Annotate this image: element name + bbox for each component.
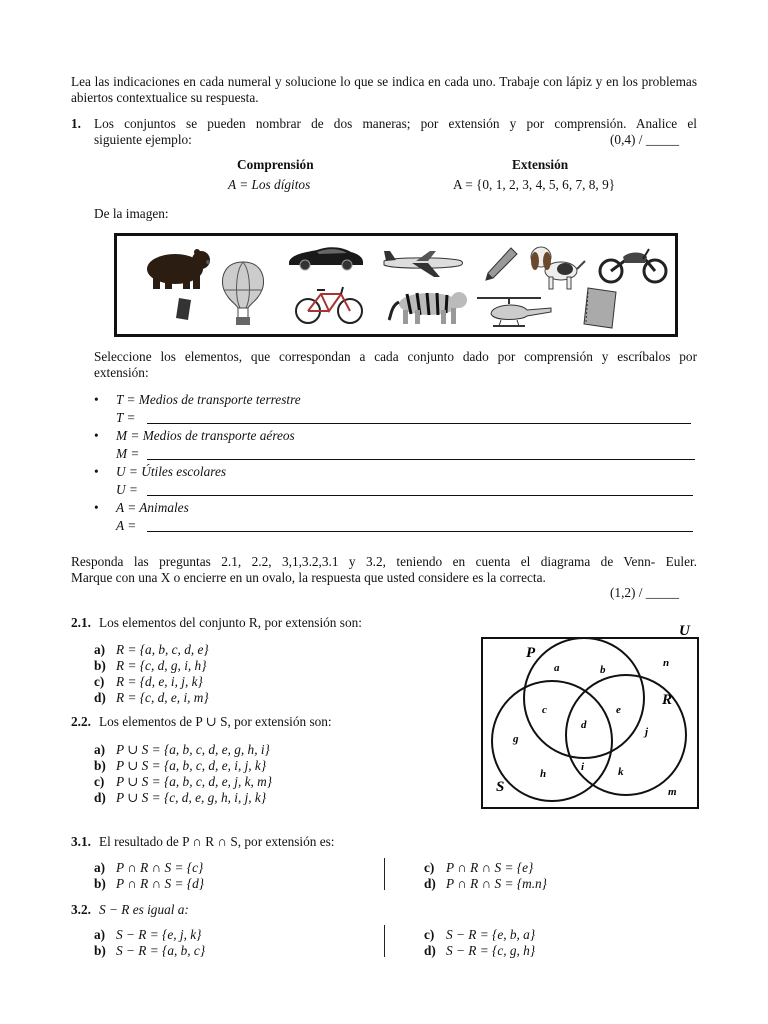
q21-option-d[interactable]: [94, 690, 209, 706]
option-letter: b): [94, 758, 106, 773]
notebook-icon: [580, 286, 620, 330]
circle-p: [524, 638, 644, 758]
q21-number: 2.1.: [71, 615, 91, 630]
option-text: R = {a, b, c, d, e}: [116, 642, 209, 657]
option-letter: a): [94, 642, 106, 657]
q21-option-b[interactable]: [94, 658, 207, 674]
option-letter: a): [94, 742, 106, 757]
q31-option-b[interactable]: [94, 876, 204, 892]
element-g: g: [513, 733, 519, 745]
set-definition-m: M = Medios de transporte aéreos: [116, 428, 295, 443]
eraser-icon: [173, 296, 195, 322]
q22-option-d[interactable]: [94, 790, 266, 806]
q31-option-c[interactable]: [424, 860, 533, 876]
q21-option-c[interactable]: [94, 674, 203, 690]
option-text: P ∩ R ∩ S = {m.n}: [446, 876, 547, 891]
bullet: •: [94, 428, 99, 443]
circle-s: [492, 681, 612, 801]
q2-score: (1,2) / _____: [610, 585, 680, 600]
option-letter: a): [94, 927, 106, 942]
q1-text-cont: siguiente ejemplo:: [94, 132, 192, 147]
q1-number: 1.: [71, 116, 81, 131]
q31-option-d[interactable]: [424, 876, 547, 892]
airplane-icon: [382, 247, 467, 279]
option-letter: d): [424, 876, 436, 891]
option-text: P ∪ S = {c, d, e, g, h, i, j, k}: [116, 790, 267, 805]
option-text: R = {d, e, i, j, k}: [116, 674, 203, 689]
extension-title: Extensión: [512, 157, 569, 172]
column-divider: [384, 858, 385, 890]
bear-icon: [141, 243, 213, 291]
answer-line-u[interactable]: [147, 495, 693, 496]
element-d: d: [581, 719, 587, 731]
option-letter: c): [94, 674, 105, 689]
option-text: P ∪ S = {a, b, c, d, e, i, j, k}: [116, 758, 267, 773]
element-b: b: [600, 664, 606, 676]
hot-air-balloon-icon: [218, 260, 268, 328]
bullet: •: [94, 464, 99, 479]
q31-text: El resultado de P ∩ R ∩ S, por extensión es:: [99, 834, 335, 849]
set-answer-label-t: T =: [116, 410, 136, 425]
element-c: c: [542, 704, 547, 716]
option-text: P ∩ R ∩ S = {d}: [116, 876, 205, 891]
element-k: k: [618, 766, 624, 778]
image-panel: [114, 233, 678, 337]
car-icon: [285, 244, 367, 272]
select-text: Seleccione los elementos, que correspondan a cada conjunto dado por comprensión y escríbalos por: [94, 349, 697, 364]
option-letter: b): [94, 876, 106, 891]
tiger-icon: [387, 286, 473, 326]
motorcycle-icon: [597, 245, 669, 285]
q31-option-a[interactable]: [94, 860, 203, 876]
column-divider: [384, 925, 385, 957]
q32-option-c[interactable]: [424, 927, 535, 943]
set-answer-label-m: M =: [116, 446, 140, 461]
comprension-expr: A = Los dígitos: [228, 177, 311, 192]
bullet: •: [94, 392, 99, 407]
venn-diagram: [476, 620, 706, 815]
q22-option-b[interactable]: [94, 758, 266, 774]
option-letter: c): [424, 927, 435, 942]
pencil-icon: [483, 246, 519, 282]
intro-text: Lea las indicaciones en cada numeral y solucione lo que se indica en cada uno. Trabaje con lápiz y en los problemas abiertos contextualice su respuesta.: [71, 74, 697, 105]
q22-number: 2.2.: [71, 714, 91, 729]
q32-option-b[interactable]: [94, 943, 205, 959]
answer-line-m[interactable]: [147, 459, 695, 460]
q1-score: (0,4) / _____: [610, 132, 680, 147]
element-n: n: [663, 657, 670, 669]
element-m: m: [668, 786, 677, 798]
option-text: S − R = {a, b, c}: [116, 943, 206, 958]
set-answer-label-u: U =: [116, 482, 138, 497]
option-letter: c): [424, 860, 435, 875]
label-s: S: [496, 779, 505, 795]
element-h: h: [540, 768, 547, 780]
set-definition-u: U = Útiles escolares: [116, 464, 227, 479]
option-text: S − R = {e, j, k}: [116, 927, 202, 942]
q32-text: S − R es igual a:: [99, 902, 189, 917]
q32-option-d[interactable]: [424, 943, 535, 959]
q21-text: Los elementos del conjunto R, por extensión son:: [99, 615, 362, 630]
option-letter: d): [94, 790, 106, 805]
q2-text-cont: Marque con una X o encierre en un ovalo, la respuesta que usted considere es la correcta.: [71, 570, 546, 585]
option-text: S − R = {c, g, h}: [446, 943, 536, 958]
option-text: R = {c, d, g, i, h}: [116, 658, 207, 673]
label-r: R: [662, 692, 673, 708]
q1-text: Los conjuntos se pueden nombrar de dos maneras; por extensión y por comprensión. Analice el: [94, 116, 697, 131]
select-text-cont: extensión:: [94, 365, 149, 380]
image-label: De la imagen:: [94, 206, 169, 221]
dog-icon: [527, 241, 587, 291]
option-text: R = {c, d, e, i, m}: [116, 690, 209, 705]
element-i: i: [581, 761, 585, 773]
q21-option-a[interactable]: [94, 642, 209, 658]
q31-number: 3.1.: [71, 834, 91, 849]
label-p: P: [526, 645, 536, 661]
label-u: U: [679, 623, 690, 639]
option-letter: d): [424, 943, 436, 958]
helicopter-icon: [471, 294, 556, 330]
q22-option-c[interactable]: [94, 774, 272, 790]
q2-text: Responda las preguntas 2.1, 2.2, 3,1,3.2,3.1 y 3.2, teniendo en cuenta el diagrama de Venn- Euler.: [71, 554, 697, 569]
option-letter: b): [94, 943, 106, 958]
option-letter: c): [94, 774, 105, 789]
option-text: S − R = {e, b, a}: [446, 927, 536, 942]
answer-line-t[interactable]: [147, 423, 691, 424]
option-letter: d): [94, 690, 106, 705]
option-text: P ∩ R ∩ S = {c}: [116, 860, 204, 875]
option-text: P ∪ S = {a, b, c, d, e, j, k, m}: [116, 774, 273, 789]
extension-expr: A = {0, 1, 2, 3, 4, 5, 6, 7, 8, 9}: [453, 177, 616, 192]
q32-option-a[interactable]: [94, 927, 201, 943]
q22-option-a[interactable]: [94, 742, 270, 758]
answer-line-a[interactable]: [147, 531, 693, 532]
option-letter: a): [94, 860, 106, 875]
q32-number: 3.2.: [71, 902, 91, 917]
option-letter: b): [94, 658, 106, 673]
set-definition-t: T = Medios de transporte terrestre: [116, 392, 301, 407]
element-j: j: [645, 726, 649, 738]
option-text: P ∩ R ∩ S = {e}: [446, 860, 534, 875]
q22-text: Los elementos de P ∪ S, por extensión son:: [99, 714, 332, 729]
bullet: •: [94, 500, 99, 515]
element-e: e: [616, 704, 621, 716]
set-definition-a: A = Animales: [116, 500, 189, 515]
set-answer-label-a: A =: [116, 518, 137, 533]
comprension-title: Comprensión: [237, 157, 314, 172]
bicycle-icon: [293, 284, 365, 326]
element-a: a: [554, 662, 560, 674]
option-text: P ∪ S = {a, b, c, d, e, g, h, i}: [116, 742, 270, 757]
